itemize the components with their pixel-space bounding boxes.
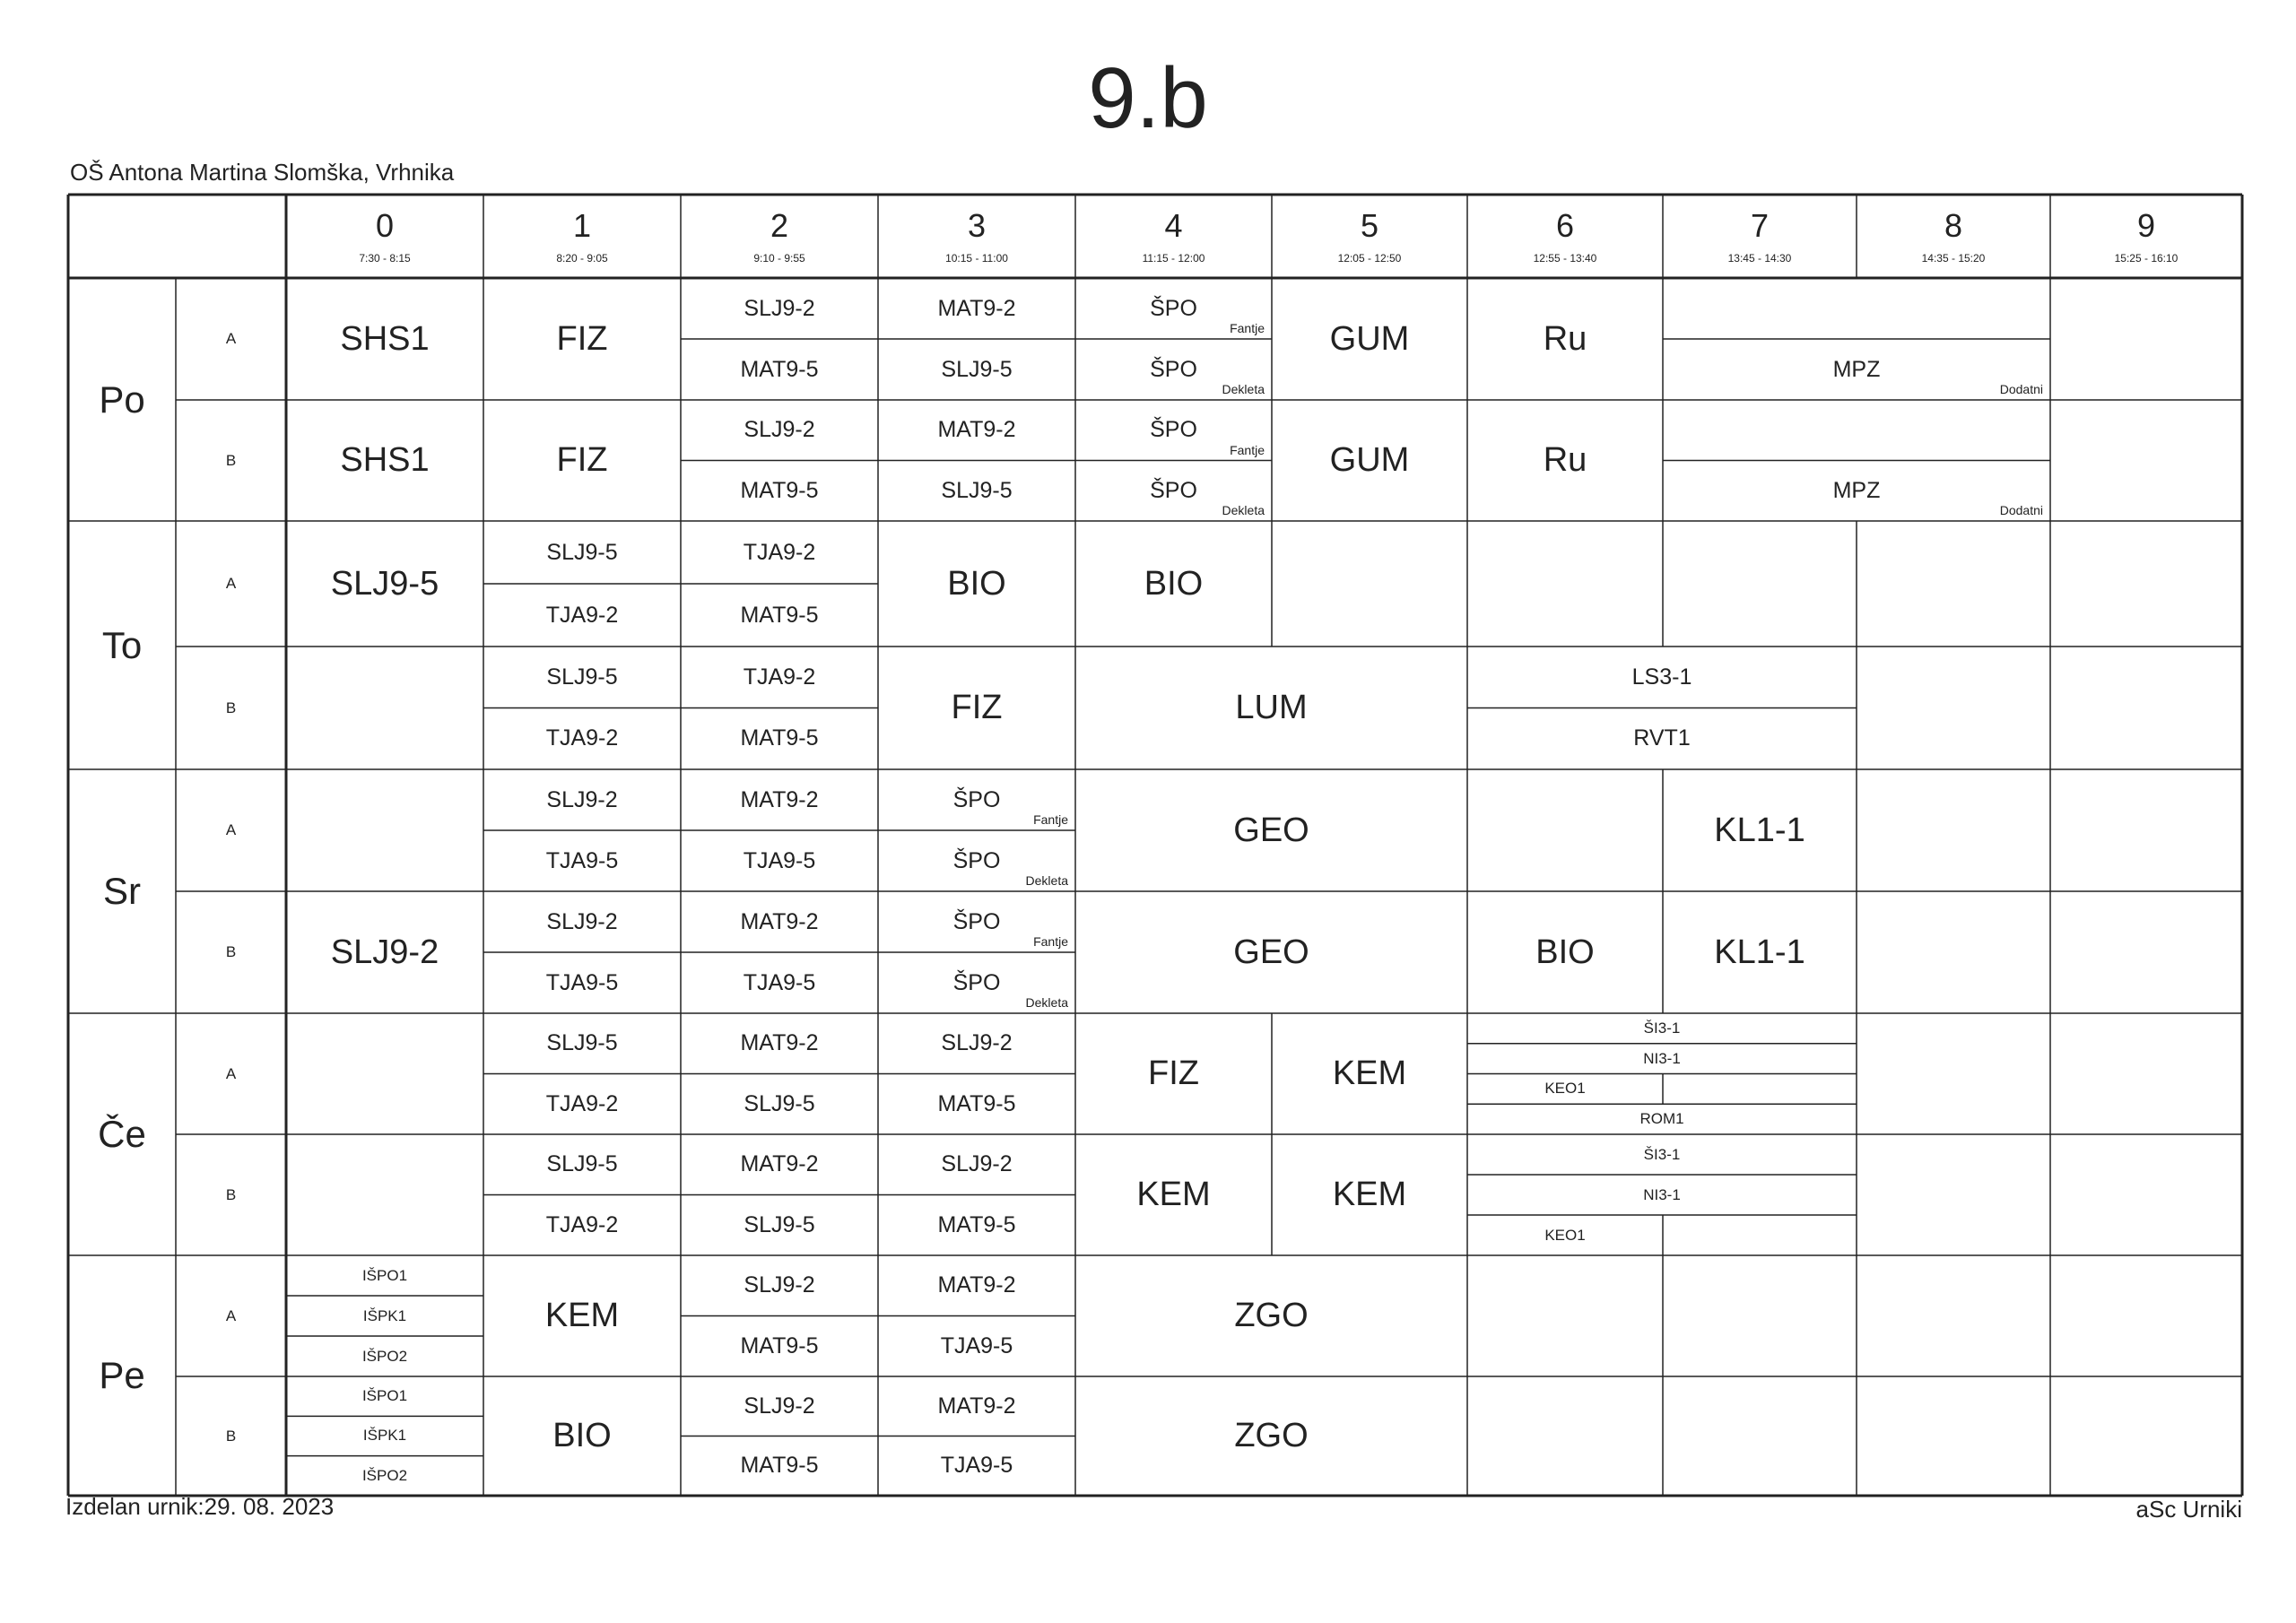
lesson-cell: IŠPO1: [361, 1387, 408, 1405]
lesson-cell: MAT9-5: [937, 1211, 1016, 1237]
period-time: 15:25 - 16:10: [2114, 252, 2179, 265]
lesson-cell: SLJ9-5: [546, 1151, 618, 1177]
lesson-cell: ŠPO: [1150, 356, 1197, 382]
lesson-cell: KEM: [1136, 1176, 1211, 1213]
lesson-cell: BIO: [1535, 933, 1595, 971]
period-header: [286, 195, 483, 278]
lesson-cell: ŠPO: [952, 847, 1001, 873]
lesson-cell: KL1-1: [1714, 933, 1805, 971]
period-header: [1467, 195, 1663, 278]
lesson-cell: SLJ9-2: [744, 417, 815, 443]
lesson-note: Fantje: [1230, 442, 1265, 457]
lesson-cell: TJA9-2: [545, 602, 619, 628]
period-number: 6: [1555, 206, 1575, 244]
lesson-cell: SLJ9-5: [546, 1030, 618, 1056]
lesson-cell: SLJ9-5: [546, 539, 618, 565]
page-title: 9.b: [1088, 50, 1208, 146]
lesson-cell: SLJ9-5: [546, 664, 618, 690]
lesson-note: Fantje: [1033, 812, 1068, 827]
period-number: 9: [2136, 206, 2156, 244]
lesson-note: Dodatni: [1999, 382, 2043, 396]
lesson-cell: ŠPO: [952, 786, 1001, 812]
lesson-cell: ŠPO: [1150, 477, 1197, 503]
lesson-cell: TJA9-2: [545, 1211, 619, 1237]
lesson-cell: SLJ9-2: [941, 1151, 1013, 1177]
period-header: [1663, 195, 1857, 278]
lesson-cell: TJA9-2: [545, 725, 619, 751]
lesson-cell: MAT9-5: [740, 1453, 819, 1479]
lesson-cell: GEO: [1233, 811, 1309, 849]
lesson-cell: Ru: [1543, 441, 1587, 479]
lesson-cell: MAT9-5: [740, 602, 819, 628]
lesson-cell: ŠPO: [1150, 417, 1197, 443]
lesson-cell: KEM: [1332, 1055, 1407, 1092]
lesson-cell: SLJ9-5: [941, 356, 1013, 382]
period-time: 9:10 - 9:55: [753, 252, 805, 265]
lesson-cell: ŠI3-1: [1643, 1145, 1681, 1163]
lesson-note: Fantje: [1033, 934, 1068, 949]
lesson-note: Dekleta: [1025, 873, 1068, 888]
lesson-cell: MPZ: [1832, 477, 1881, 503]
period-header: [1857, 195, 2050, 278]
lesson-cell: MPZ: [1832, 356, 1881, 382]
period-number: 0: [375, 206, 395, 244]
lesson-cell: SLJ9-5: [941, 477, 1013, 503]
lesson-cell: KL1-1: [1714, 811, 1805, 849]
lesson-cell: Ru: [1543, 319, 1587, 358]
lesson-cell: ŠI3-1: [1643, 1019, 1681, 1037]
lesson-cell: TJA9-2: [743, 664, 816, 690]
lesson-cell: MAT9-2: [740, 1030, 819, 1056]
group-label: B: [225, 699, 237, 716]
lesson-cell: ŠPO: [952, 908, 1001, 934]
lesson-cell: IŠPK1: [362, 1306, 407, 1324]
lesson-cell: BIO: [1144, 564, 1204, 603]
lesson-cell: SHS1: [340, 319, 430, 358]
lesson-cell: TJA9-2: [545, 1090, 619, 1116]
lesson-cell: TJA9-5: [545, 969, 619, 995]
lesson-cell: NI3-1: [1643, 1049, 1681, 1067]
day-label: Če: [98, 1113, 146, 1155]
lesson-cell: SLJ9-2: [330, 933, 439, 971]
lesson-cell: ZGO: [1234, 1417, 1309, 1454]
lesson-cell: FIZ: [556, 441, 608, 479]
lesson-note: Dekleta: [1222, 382, 1265, 396]
lesson-cell: BIO: [947, 564, 1006, 603]
group-label: B: [225, 1185, 237, 1203]
period-header: [1075, 195, 1272, 278]
period-number: 1: [572, 206, 592, 244]
lesson-cell: MAT9-5: [740, 725, 819, 751]
period-time: 11:15 - 12:00: [1142, 252, 1205, 265]
lesson-cell: MAT9-2: [740, 1151, 819, 1177]
lesson-cell: SLJ9-2: [546, 786, 618, 812]
lesson-cell: TJA9-5: [940, 1332, 1013, 1358]
lesson-cell: TJA9-5: [743, 847, 816, 873]
group-label: A: [225, 1064, 237, 1082]
lesson-cell: IŠPO1: [361, 1266, 408, 1284]
period-time: 12:55 - 13:40: [1533, 252, 1597, 265]
lesson-cell: TJA9-5: [743, 969, 816, 995]
lesson-cell: TJA9-5: [545, 847, 619, 873]
lesson-cell: IŠPK1: [362, 1427, 407, 1445]
day-label: Po: [99, 378, 145, 421]
lesson-cell: BIO: [552, 1417, 612, 1454]
lesson-cell: MAT9-2: [937, 1393, 1016, 1419]
lesson-cell: SLJ9-2: [744, 1272, 815, 1298]
group-label: A: [225, 1306, 237, 1324]
lesson-note: Dodatni: [1999, 503, 2043, 517]
lesson-cell: SLJ9-2: [744, 295, 815, 321]
period-time: 14:35 - 15:20: [1921, 252, 1986, 265]
lesson-cell: FIZ: [951, 689, 1003, 726]
period-number: 2: [770, 206, 789, 244]
lesson-cell: IŠPO2: [361, 1347, 408, 1365]
period-time: 7:30 - 8:15: [359, 252, 411, 265]
lesson-cell: FIZ: [556, 319, 608, 358]
lesson-cell: SHS1: [340, 441, 430, 479]
software-name: aSc Urniki: [2135, 1496, 2242, 1523]
lesson-cell: MAT9-2: [740, 786, 819, 812]
lesson-cell: MAT9-2: [937, 417, 1016, 443]
group-label: B: [225, 451, 237, 469]
period-time: 8:20 - 9:05: [556, 252, 608, 265]
lesson-cell: SLJ9-5: [330, 564, 439, 603]
lesson-cell: SLJ9-5: [744, 1090, 815, 1116]
lesson-cell: TJA9-2: [743, 539, 816, 565]
lesson-note: Fantje: [1230, 321, 1265, 335]
lesson-cell: MAT9-2: [937, 295, 1016, 321]
lesson-cell: KEO1: [1544, 1080, 1586, 1098]
lesson-note: Dekleta: [1222, 503, 1265, 517]
period-header: [878, 195, 1075, 278]
period-number: 4: [1164, 206, 1183, 244]
lesson-cell: GUM: [1329, 441, 1410, 479]
group-label: A: [225, 330, 237, 347]
lesson-cell: LUM: [1235, 689, 1308, 726]
lesson-cell: LS3-1: [1631, 664, 1692, 690]
lesson-cell: KEM: [1332, 1176, 1407, 1213]
lesson-cell: MAT9-2: [937, 1272, 1016, 1298]
group-label: B: [225, 943, 237, 960]
lesson-cell: NI3-1: [1643, 1185, 1681, 1203]
period-time: 10:15 - 11:00: [945, 252, 1008, 265]
lesson-cell: FIZ: [1148, 1055, 1199, 1092]
lesson-cell: GUM: [1329, 319, 1410, 358]
lesson-cell: ŠPO: [952, 969, 1001, 995]
lesson-cell: SLJ9-2: [546, 908, 618, 934]
lesson-cell: MAT9-5: [740, 1332, 819, 1358]
period-header: [681, 195, 878, 278]
lesson-cell: KEM: [544, 1297, 620, 1334]
group-label: A: [225, 821, 237, 838]
period-time: 12:05 - 12:50: [1337, 252, 1402, 265]
lesson-cell: ROM1: [1639, 1110, 1684, 1128]
lesson-cell: ZGO: [1234, 1297, 1309, 1334]
period-time: 13:45 - 14:30: [1727, 252, 1792, 265]
lesson-cell: MAT9-5: [740, 477, 819, 503]
lesson-cell: RVT1: [1633, 725, 1691, 751]
lesson-cell: SLJ9-5: [744, 1211, 815, 1237]
created-date: Izdelan urnik:29. 08. 2023: [65, 1493, 335, 1520]
lesson-cell: SLJ9-2: [744, 1393, 815, 1419]
lesson-cell: MAT9-5: [740, 356, 819, 382]
period-number: 3: [967, 206, 987, 244]
day-label: To: [101, 623, 143, 666]
lesson-cell: MAT9-2: [740, 908, 819, 934]
lesson-cell: KEO1: [1544, 1226, 1586, 1244]
day-label: Pe: [99, 1354, 145, 1396]
lesson-note: Dekleta: [1025, 995, 1068, 1010]
day-label: Sr: [103, 870, 141, 912]
lesson-cell: IŠPO2: [361, 1466, 408, 1484]
lesson-cell: SLJ9-2: [941, 1030, 1013, 1056]
group-label: A: [225, 575, 237, 592]
school-name: OŠ Antona Martina Slomška, Vrhnika: [70, 159, 455, 186]
period-header: [2050, 195, 2242, 278]
lesson-cell: ŠPO: [1150, 295, 1197, 321]
period-header: [483, 195, 681, 278]
group-label: B: [225, 1427, 237, 1445]
period-number: 5: [1360, 206, 1379, 244]
period-number: 8: [1944, 206, 1963, 244]
period-number: 7: [1750, 206, 1770, 244]
lesson-cell: GEO: [1233, 933, 1309, 971]
period-header: [1272, 195, 1467, 278]
lesson-cell: MAT9-5: [937, 1090, 1016, 1116]
lesson-cell: TJA9-5: [940, 1453, 1013, 1479]
